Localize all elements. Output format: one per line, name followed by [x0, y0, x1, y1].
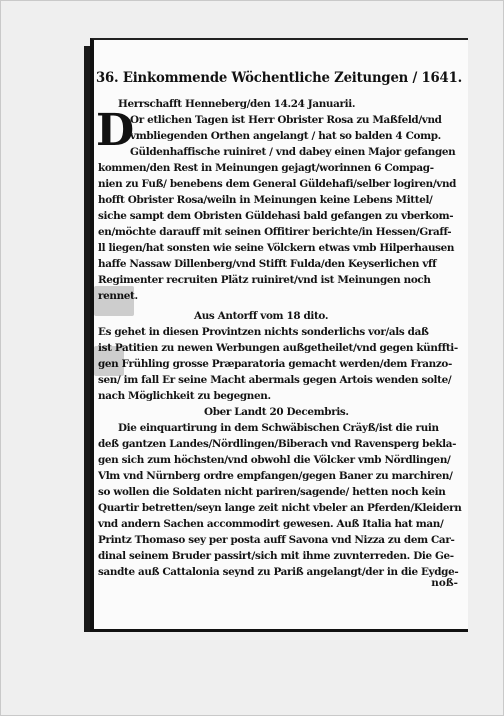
text-line: sen/ im fall Er seine Macht abermals gegen Artois wenden solte/	[98, 374, 452, 386]
text-line: Güldenhaffische ruiniret / vnd dabey einen Major gefangen	[130, 146, 456, 158]
text-line: hofft Obrister Rosa/weiln in Meinungen keine Lebens Mittel/	[98, 194, 433, 206]
text-line: deß gantzen Landes/Nördlingen/Biberach vnd Ravensperg bekla-	[98, 438, 457, 450]
text-line: vmbliegenden Orthen angelangt / hat so balden 4 Comp.	[130, 130, 441, 142]
text-line: Or etlichen Tagen ist Herr Obrister Rosa zu Maßfeld/vnd	[130, 114, 442, 126]
text-line: ist Patitien zu newen Werbungen außgetheilet/vnd gegen künffti-	[98, 342, 458, 354]
text-line: ll liegen/hat sonsten wie seine Völckern etwas vmb Hilperhausen	[98, 242, 455, 254]
ink-smudge	[94, 346, 124, 376]
text-line: gen Frühling grosse Præparatoria gemacht werden/dem Franzo-	[98, 358, 452, 370]
text-line: dinal seinem Bruder passirt/sich mit ihme zuvnterreden. Die Ge-	[98, 550, 454, 562]
text-line: Die einquartirung in dem Schwäbischen Cräyß/ist die ruin	[118, 422, 439, 434]
text-line: Herrschafft Henneberg/den 14.24 Januarii.	[118, 98, 356, 110]
text-line: sandte auß Cattalonia seynd zu Pariß angelangt/der in die Eydge-	[98, 566, 459, 578]
text-line: so wollen die Soldaten nicht pariren/sagende/ hetten noch kein	[98, 486, 446, 498]
text-line: siche sampt dem Obristen Güldehasi bald gefangen zu vberkom-	[98, 210, 454, 222]
text-line: Quartir betretten/seyn lange zeit nicht vbeler an Pferden/Kleidern	[98, 502, 462, 514]
catchword: noß-	[431, 577, 458, 589]
text-line: Printz Thomaso sey per posta auff Savona vnd Nizza zu dem Car-	[98, 534, 455, 546]
text-line: nien zu Fuß/ benebens dem General Güldehafi/selber logiren/vnd	[98, 178, 457, 190]
text-line: vnd andern Sachen accommodirt gewesen. Auß Italia hat man/	[98, 518, 444, 530]
ink-smudge	[94, 286, 134, 316]
text-line: Es gehet in diesen Provintzen nichts sonderlichs vor/als daß	[98, 326, 429, 338]
text-line: Vlm vnd Nürnberg ordre empfangen/gegen Baner zu marchiren/	[98, 470, 453, 482]
text-line: rennet.	[98, 290, 138, 302]
section-heading: Aus Antorff vom 18 dito.	[194, 310, 329, 322]
text-line: en/möchte darauff mit seinen Offitirer berichte/in Hessen/Graff-	[98, 226, 452, 238]
text-line: nach Möglichkeit zu begegnen.	[98, 390, 271, 402]
newspaper-page	[90, 38, 468, 632]
text-line: Regimenter recruiten Plätz ruiniret/vnd ist Meinungen noch	[98, 274, 431, 286]
page-header: 36. Einkommende Wöchentliche Zeitungen / 1641.	[96, 70, 463, 86]
text-line: gen sich zum höchsten/vnd obwohl die Völcker vmb Nördlingen/	[98, 454, 451, 466]
text-line: haffe Nassaw Dillenberg/vnd Stifft Fulda/den Keyserlichen vff	[98, 258, 437, 270]
text-line: kommen/den Rest in Meinungen gejagt/worinnen 6 Compag-	[98, 162, 434, 174]
drop-cap: D	[96, 105, 135, 156]
section-heading: Ober Landt 20 Decembris.	[204, 406, 349, 418]
